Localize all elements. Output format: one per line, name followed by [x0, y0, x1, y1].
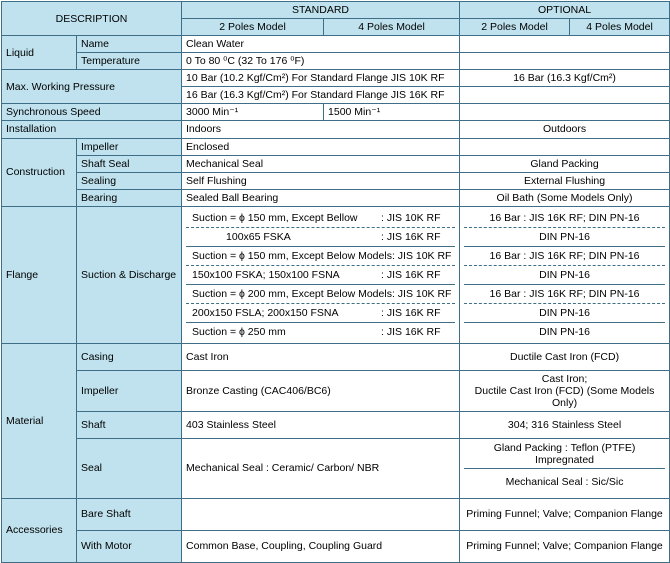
flange-line-1-desc: Suction = ϕ 150 mm, Except Bellow: [192, 211, 358, 224]
flange-line-3-desc: Suction = ϕ 150 mm, Except Below Models: [192, 249, 392, 262]
label-material-casing: Casing: [77, 343, 182, 370]
flange-opt-line-7: [464, 323, 665, 341]
label-material: Material: [2, 343, 77, 498]
flange-opt-line-1: [464, 209, 665, 228]
flange-standard-list: [182, 206, 460, 343]
flange-line-4: [186, 266, 455, 285]
label-construction-bearing: Bearing: [77, 189, 182, 206]
value-accessories-with-motor-standard: Common Base, Coupling, Coupling Guard: [182, 530, 460, 562]
value-construction-sealing-optional: External Flushing: [460, 172, 670, 189]
label-synchronous-speed: Synchronous Speed: [2, 104, 182, 121]
label-liquid: Liquid: [2, 36, 77, 70]
flange-line-6-rating: : JIS 16K RF: [381, 306, 441, 319]
value-max-pressure-standard-16bar: 16 Bar (16.3 Kgf/Cm²) For Standard Flange JIS 16K RF: [182, 87, 460, 104]
flange-opt-line-3-text: 16 Bar : JIS 16K RF; DIN PN-16: [489, 249, 640, 262]
row-flange: [2, 206, 670, 343]
flange-opt-line-6-text: DIN PN-16: [539, 306, 590, 319]
flange-line-2-desc: 100x65 FSKA: [226, 230, 291, 243]
value-material-impeller-optional-line2: Ductile Cast Iron (FCD) (Some Models Only): [474, 384, 655, 409]
header-standard-4-poles: 4 Poles Model: [324, 19, 460, 36]
flange-opt-line-5: [464, 285, 665, 304]
label-accessories: Accessories: [2, 498, 77, 562]
value-max-pressure-optional-blank: [460, 87, 670, 104]
value-material-impeller-optional: [460, 370, 670, 411]
flange-line-7-desc: Suction = ϕ 250 mm: [192, 325, 286, 338]
value-accessories-bare-shaft-optional: Priming Funnel; Valve; Companion Flange: [460, 498, 670, 530]
value-accessories-bare-shaft-standard: [182, 498, 460, 530]
flange-opt-line-2: [464, 228, 665, 247]
value-material-seal-optional: [460, 438, 670, 498]
label-accessories-bare-shaft: Bare Shaft: [77, 498, 182, 530]
header-standard: STANDARD: [182, 2, 460, 19]
value-construction-sealing-standard: Self Flushing: [182, 172, 460, 189]
specification-table: [1, 1, 670, 563]
value-material-casing-standard: Cast Iron: [182, 343, 460, 370]
row-construction-sealing: [2, 172, 670, 189]
header-optional: OPTIONAL: [460, 2, 670, 19]
flange-line-5-desc: Suction = ϕ 200 mm, Except Below Models: [192, 287, 392, 300]
flange-optional-list: [460, 206, 670, 343]
flange-opt-line-3: [464, 247, 665, 266]
label-material-seal: Seal: [77, 438, 182, 498]
row-material-impeller: [2, 370, 670, 411]
label-flange-suction-discharge: [77, 206, 182, 343]
value-speed-2-poles: 3000 Min⁻¹: [182, 104, 324, 121]
value-max-pressure-standard-10bar: 10 Bar (10.2 Kgf/Cm²) For Standard Flange JIS 10K RF: [182, 70, 460, 87]
flange-opt-line-4: [464, 266, 665, 285]
label-liquid-name: Name: [77, 36, 182, 53]
flange-opt-line-6: [464, 304, 665, 323]
row-construction-shaft-seal: [2, 155, 670, 172]
flange-opt-line-7-text: DIN PN-16: [539, 325, 590, 338]
flange-line-1-rating: : JIS 10K RF: [381, 211, 441, 224]
value-speed-4-poles: 1500 Min⁻¹: [324, 104, 460, 121]
flange-line-7: [186, 323, 455, 341]
value-material-seal-optional-gland: Gland Packing : Teflon (PTFE) Impregnated: [464, 441, 665, 469]
flange-line-5: [186, 285, 455, 304]
flange-line-5-rating: : JIS 10K RF: [391, 287, 452, 300]
value-material-shaft-standard: 403 Stainless Steel: [182, 411, 460, 438]
header-description: DESCRIPTION: [2, 2, 182, 36]
value-speed-optional: [460, 104, 670, 121]
header-standard-2-poles: 2 Poles Model: [182, 19, 324, 36]
header-optional-2-poles: 2 Poles Model: [460, 19, 570, 36]
value-liquid-temperature-standard: 0 To 80 ⁰C (32 To 176 ⁰F): [182, 53, 460, 70]
value-construction-impeller-optional: [460, 138, 670, 155]
flange-opt-line-5-text: 16 Bar : JIS 16K RF; DIN PN-16: [489, 287, 640, 300]
label-flange: Flange: [2, 206, 77, 343]
row-accessories-with-motor: [2, 530, 670, 562]
flange-line-2: [186, 228, 455, 247]
value-construction-shaft-seal-optional: Gland Packing: [460, 155, 670, 172]
header-optional-4-poles: 4 Poles Model: [570, 19, 670, 36]
row-installation: [2, 121, 670, 138]
flange-line-6: [186, 304, 455, 323]
row-synchronous-speed: [2, 104, 670, 121]
row-material-seal: [2, 438, 670, 498]
row-material-casing: [2, 343, 670, 370]
label-construction-shaft-seal: Shaft Seal: [77, 155, 182, 172]
value-accessories-with-motor-optional: Priming Funnel; Valve; Companion Flange: [460, 530, 670, 562]
row-construction-bearing: [2, 189, 670, 206]
value-construction-bearing-standard: Sealed Ball Bearing: [182, 189, 460, 206]
row-liquid-name: [2, 36, 670, 53]
value-liquid-name-standard: Clean Water: [182, 36, 460, 53]
value-material-impeller-standard: Bronze Casting (CAC406/BC6): [182, 370, 460, 411]
value-material-impeller-optional-line1: Cast Iron;: [541, 372, 588, 385]
flange-line-4-rating: : JIS 16K RF: [381, 268, 441, 281]
label-flange-suction-discharge-text: Suction & Discharge: [81, 268, 177, 281]
label-material-shaft: Shaft: [77, 411, 182, 438]
label-construction-impeller: Impeller: [77, 138, 182, 155]
value-construction-bearing-optional: Oil Bath (Some Models Only): [460, 189, 670, 206]
row-material-shaft: [2, 411, 670, 438]
row-liquid-temperature: [2, 53, 670, 70]
value-material-casing-optional: Ductile Cast Iron (FCD): [460, 343, 670, 370]
row-accessories-bare-shaft: [2, 498, 670, 530]
flange-opt-line-2-text: DIN PN-16: [539, 230, 590, 243]
value-construction-impeller-standard: Enclosed: [182, 138, 460, 155]
label-accessories-with-motor: With Motor: [77, 530, 182, 562]
flange-opt-line-1-text: 16 Bar : JIS 16K RF; DIN PN-16: [489, 211, 640, 224]
flange-line-3: [186, 247, 455, 266]
flange-line-1: [186, 209, 455, 228]
value-material-seal-optional-mech: Mechanical Seal : Sic/Sic: [505, 476, 624, 489]
label-liquid-temperature: Temperature: [77, 53, 182, 70]
value-construction-shaft-seal-standard: Mechanical Seal: [182, 155, 460, 172]
label-material-impeller: Impeller: [77, 370, 182, 411]
row-max-working-pressure-1: [2, 70, 670, 87]
value-liquid-name-optional: [460, 36, 670, 53]
label-installation: Installation: [2, 121, 182, 138]
value-installation-optional: Outdoors: [460, 121, 670, 138]
row-construction-impeller: [2, 138, 670, 155]
flange-opt-line-4-text: DIN PN-16: [539, 268, 590, 281]
flange-line-7-rating: : JIS 16K RF: [381, 325, 441, 338]
value-max-pressure-optional-16bar: 16 Bar (16.3 Kgf/Cm²): [460, 70, 670, 87]
value-liquid-temperature-optional: [460, 53, 670, 70]
value-installation-standard: Indoors: [182, 121, 460, 138]
flange-line-2-rating: : JIS 16K RF: [381, 230, 441, 243]
label-construction-sealing: Sealing: [77, 172, 182, 189]
table-header-row-1: [2, 2, 670, 19]
label-construction: Construction: [2, 138, 77, 206]
flange-line-4-desc: 150x100 FSKA; 150x100 FSNA: [192, 268, 340, 281]
value-material-shaft-optional: 304; 316 Stainless Steel: [460, 411, 670, 438]
label-max-working-pressure: Max. Working Pressure: [2, 70, 182, 104]
flange-line-3-rating: : JIS 10K RF: [391, 249, 452, 262]
flange-line-6-desc: 200x150 FSLA; 200x150 FSNA: [192, 306, 339, 319]
value-material-seal-standard: Mechanical Seal : Ceramic/ Carbon/ NBR: [182, 438, 460, 498]
spec-sheet: [0, 1, 670, 553]
